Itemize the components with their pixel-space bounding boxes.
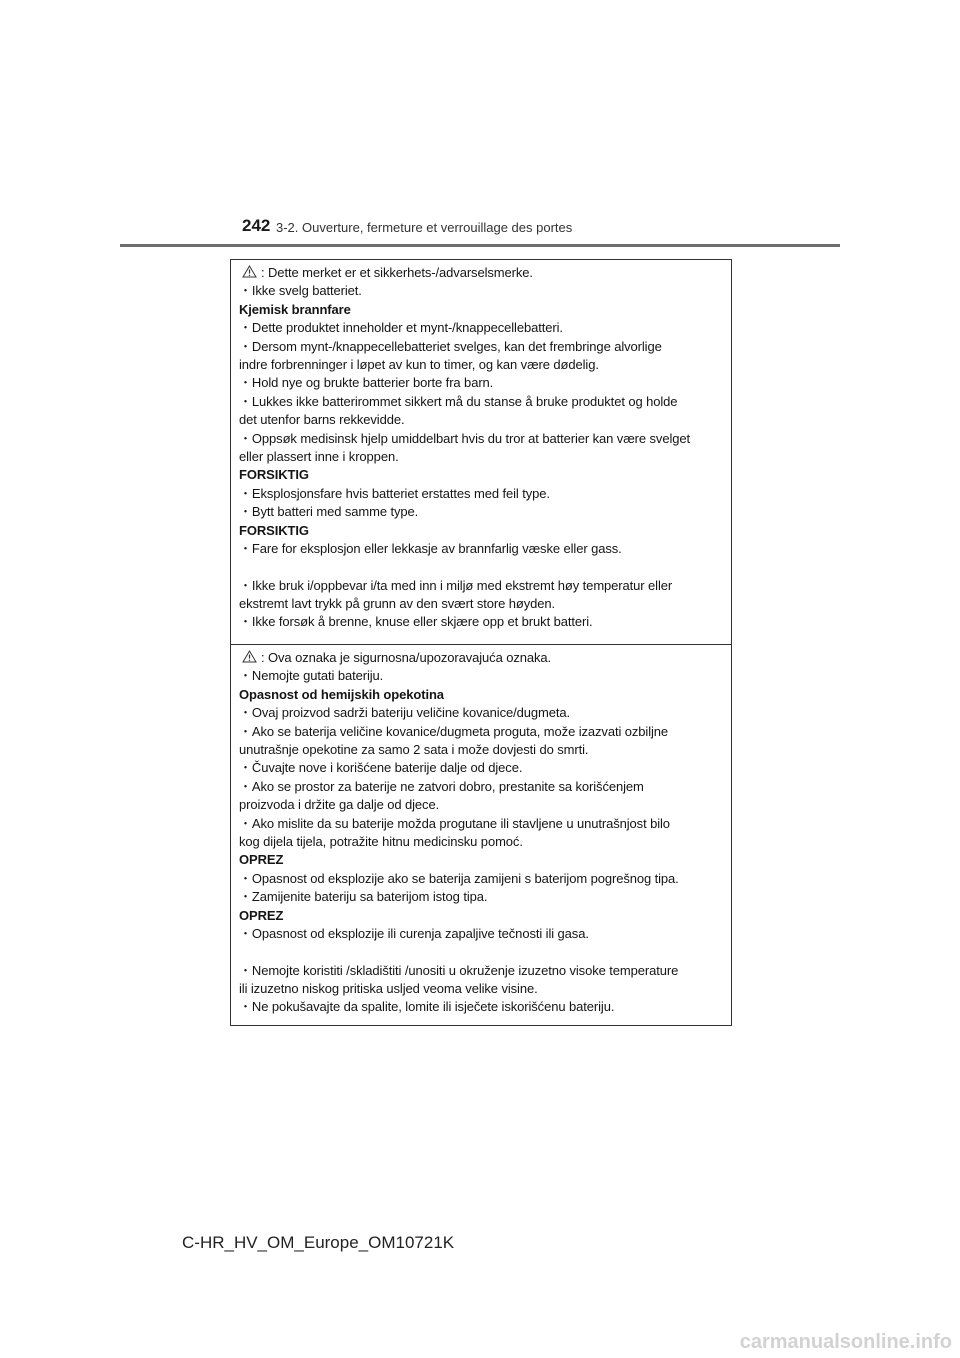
box-line-text: OPREZ <box>239 852 284 868</box>
warning-triangle-icon <box>242 650 257 663</box>
box-line-text: Kjemisk brannfare <box>239 301 351 317</box>
box-line <box>239 870 723 888</box>
box-line-text: : Dette merket er et sikkerhets-/advarselsmerke. <box>261 265 533 280</box>
box-line-text: ・Oppsøk medisinsk hjelp umiddelbart hvis du tror at batterier kan være svelget <box>239 430 691 446</box>
box-line <box>239 595 723 613</box>
box-line-text: Opasnost od hemijskih opekotina <box>239 686 444 702</box>
box-line <box>239 374 723 392</box>
box-line-text: ・Ako mislite da su baterije možda progutane ili stavljene u unutrašnjost bilo <box>239 815 670 831</box>
box-line-text: ・Ikke bruk i/oppbevar i/ta med inn i miljø med ekstremt høy temperatur eller <box>239 577 673 593</box>
box-line-text: proizvoda i držite ga dalje od djece. <box>239 797 440 813</box>
box-line <box>239 833 723 851</box>
box-line-text: ・Lukkes ikke batterirommet sikkert må du stanse å bruke produktet og holde <box>239 393 678 409</box>
box-line-text: ・Nemojte gutati bateriju. <box>239 668 384 684</box>
box-line-text: ・Čuvajte nove i korišćene baterije dalje od djece. <box>239 760 523 776</box>
box-line <box>239 759 723 777</box>
box-line-text: ・Ne pokušavajte da spalite, lomite ili isječete iskorišćenu bateriju. <box>239 999 615 1015</box>
box-heading <box>239 851 723 869</box>
box-line <box>239 503 723 521</box>
box-line <box>239 577 723 595</box>
box-line-text: ・Zamijenite bateriju sa baterijom istog tipa. <box>239 889 488 905</box>
box-line-text: ・Dersom mynt-/knappecellebatteriet svelges, kan det frembringe alvorlige <box>239 338 662 354</box>
box-line-text: ・Dette produktet inneholder et mynt-/knappecellebatteri. <box>239 320 563 336</box>
box-line-text: ・Eksplosjonsfare hvis batteriet erstattes med feil type. <box>239 485 550 501</box>
box-line <box>239 962 723 980</box>
box-line <box>239 282 723 300</box>
box-line <box>239 998 723 1016</box>
box-line-text: ・Ikke forsøk å brenne, knuse eller skjære opp et brukt batteri. <box>239 614 593 630</box>
box-line-text: OPREZ <box>239 907 284 923</box>
box-line <box>239 319 723 337</box>
box-line-text: FORSIKTIG <box>239 467 309 483</box>
header-rule <box>120 244 840 247</box>
box-line-text: ・Ako se prostor za baterije ne zatvori dobro, prestanite sa korišćenjem <box>239 778 644 794</box>
box-line-text: ・Ako se baterija veličine kovanice/dugmeta proguta, može izazvati ozbiljne <box>239 723 669 739</box>
box-line-text: ・Ovaj proizvod sadrži bateriju veličine kovanice/dugmeta. <box>239 705 571 721</box>
box-line-text: ・Opasnost od eksplozije ili curenja zapaljive tečnosti ili gasa. <box>239 926 589 942</box>
box-line <box>239 448 723 466</box>
box-line <box>239 888 723 906</box>
box-line <box>239 356 723 374</box>
box-line-text: FORSIKTIG <box>239 522 309 538</box>
box-heading <box>239 466 723 484</box>
box-line <box>239 925 723 943</box>
box-line-text: ili izuzetno niskog pritiska usljed veoma velike visine. <box>239 980 538 996</box>
box-line <box>239 778 723 796</box>
box-line-text: indre forbrenninger i løpet av kun to timer, og kan være dødelig. <box>239 357 599 373</box>
box-line <box>239 430 723 448</box>
box-line-text: ・Bytt batteri med samme type. <box>239 504 419 520</box>
section-title: 3-2. Ouverture, fermeture et verrouillage des portes <box>276 220 573 235</box>
box-line <box>239 613 723 631</box>
warning-box-croatian <box>230 645 732 1026</box>
box-line <box>239 815 723 833</box>
box-line <box>239 796 723 814</box>
box-heading <box>239 907 723 925</box>
site-watermark: carmanualsonline.info <box>739 1331 952 1353</box>
box-line <box>239 338 723 356</box>
box-line-text: ・Fare for eksplosjon eller lekkasje av brannfarlig væske eller gass. <box>239 541 622 557</box>
box-line <box>239 393 723 411</box>
box-spacer <box>239 559 723 577</box>
warning-box-norwegian <box>230 259 732 645</box>
box-line <box>239 649 723 667</box>
document-code: C-HR_HV_OM_Europe_OM10721K <box>182 1233 455 1252</box>
box-line <box>239 741 723 759</box>
box-heading <box>239 301 723 319</box>
box-line <box>239 704 723 722</box>
box-line <box>239 723 723 741</box>
box-line-text: det utenfor barns rekkevidde. <box>239 412 405 428</box>
box-line <box>239 264 723 282</box>
box-heading <box>239 522 723 540</box>
box-line-text: unutrašnje opekotine za samo 2 sata i može dovjesti do smrti. <box>239 742 589 758</box>
box-line <box>239 980 723 998</box>
box-line <box>239 667 723 685</box>
box-line-text: ekstremt lavt trykk på grunn av den svært store høyden. <box>239 595 556 611</box>
box-line-text: eller plassert inne i kroppen. <box>239 449 399 465</box>
warning-triangle-icon <box>242 265 257 278</box>
box-line-text: kog dijela tijela, potražite hitnu medicinsku pomoć. <box>239 834 523 850</box>
box-line <box>239 411 723 429</box>
page-number: 242 <box>242 216 271 235</box>
box-line-text: ・Ikke svelg batteriet. <box>239 283 362 299</box>
box-spacer <box>239 944 723 962</box>
box-line <box>239 485 723 503</box>
box-line-text: ・Opasnost od eksplozije ako se baterija zamijeni s baterijom pogrešnog tipa. <box>239 870 679 886</box>
box-line <box>239 540 723 558</box>
box-line-text: : Ova oznaka je sigurnosna/upozoravajuća oznaka. <box>261 650 552 665</box>
box-line-text: ・Nemojte koristiti /skladištiti /unositi u okruženje izuzetno visoke temperature <box>239 962 679 978</box>
box-heading <box>239 686 723 704</box>
box-line-text: ・Hold nye og brukte batterier borte fra barn. <box>239 375 494 391</box>
